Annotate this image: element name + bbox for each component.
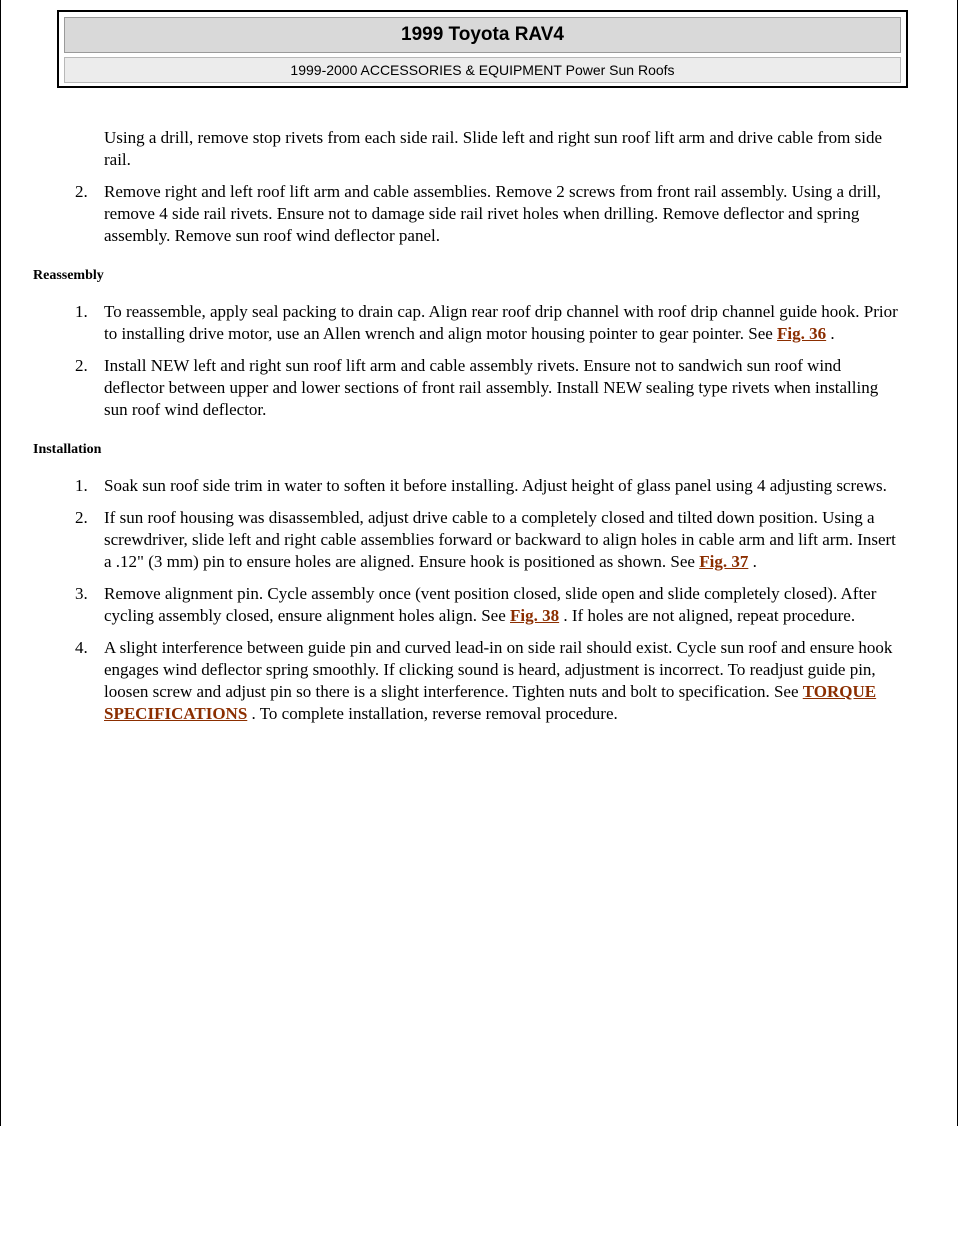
step-text-tail: . To complete installation, reverse removal procedure. [247,704,618,723]
torque-specifications-link[interactable]: TORQUE SPECIFICATIONS [104,682,877,723]
step-number: 2. [75,508,88,527]
step-text-tail: . [826,324,835,343]
installation-step-2 [0,507,960,573]
step-text: A slight interference between guide pin and curved lead-in on side rail should exist. Cycle sun roof and ensure hook engages wind deflector spring smoothly. If clicking sound is heard, adjustment is incorrect. To readjust guide pin, loosen screw and adjust pin so there is a slight interference. Tighten nuts and bolt to specification. See [104,638,893,701]
step-text: Remove right and left roof lift arm and cable assemblies. Remove 2 screws from front rail assembly. Using a drill, remove 4 side rail rivets. Ensure not to damage side rail rivet holes when drilling. Remove deflector and spring assembly. Remove sun roof wind deflector panel. [104,182,881,245]
step-number: 1. [75,302,88,321]
step-text: Remove alignment pin. Cycle assembly once (vent position closed, slide open and slide completely closed). After cycling assembly closed, ensure alignment holes align. See [104,584,877,625]
document-body [0,127,960,725]
step-text: If sun roof housing was disassembled, adjust drive cable to a completely closed and tilted down position. Using a screwdriver, slide left and right cable assemblies forward or backward to align holes in cable arm and lift arm. Insert a .12" (3 mm) pin to ensure holes are aligned. Ensure hook is positioned as shown. See [104,508,896,571]
installation-heading: Installation [33,442,102,457]
fig-38-link[interactable]: Fig. 38 [510,606,560,625]
reassembly-heading: Reassembly [33,268,104,283]
step-text: To reassemble, apply seal packing to drain cap. Align rear roof drip channel with roof drip channel guide hook. Prior to installing drive motor, use an Allen wrench and align motor housing pointer to gear pointer. See [104,302,898,343]
step-text: Using a drill, remove stop rivets from each side rail. Slide left and right sun roof lift arm and drive cable from side rail. [104,128,883,169]
document-header [57,10,908,88]
fig-37-link[interactable]: Fig. 37 [699,552,749,571]
step-number: 4. [75,638,88,657]
disassembly-step-2 [0,181,960,247]
document-subtitle: 1999-2000 ACCESSORIES & EQUIPMENT Power Sun Roofs [64,57,901,83]
step-text: Soak sun roof side trim in water to soften it before installing. Adjust height of glass panel using 4 adjusting screws. [104,476,887,495]
step-text-tail: . If holes are not aligned, repeat procedure. [559,606,856,625]
reassembly-step-2 [0,355,960,421]
installation-step-4 [0,637,960,725]
reassembly-step-1 [0,301,960,345]
step-text-tail: . [748,552,757,571]
step-text: Install NEW left and right sun roof lift arm and cable assembly rivets. Ensure not to sandwich sun roof wind deflector between upper and lower sections of front rail assembly. Install NEW sealing type rivets when installing sun roof wind deflector. [104,356,879,419]
fig-36-link[interactable]: Fig. 36 [777,324,827,343]
document-title: 1999 Toyota RAV4 [64,17,901,53]
installation-step-3 [0,583,960,627]
step-number: 2. [75,356,88,375]
installation-step-1 [0,475,960,497]
step-number: 2. [75,182,88,201]
disassembly-step-1-continuation [0,127,960,171]
step-number: 3. [75,584,88,603]
step-number: 1. [75,476,88,495]
